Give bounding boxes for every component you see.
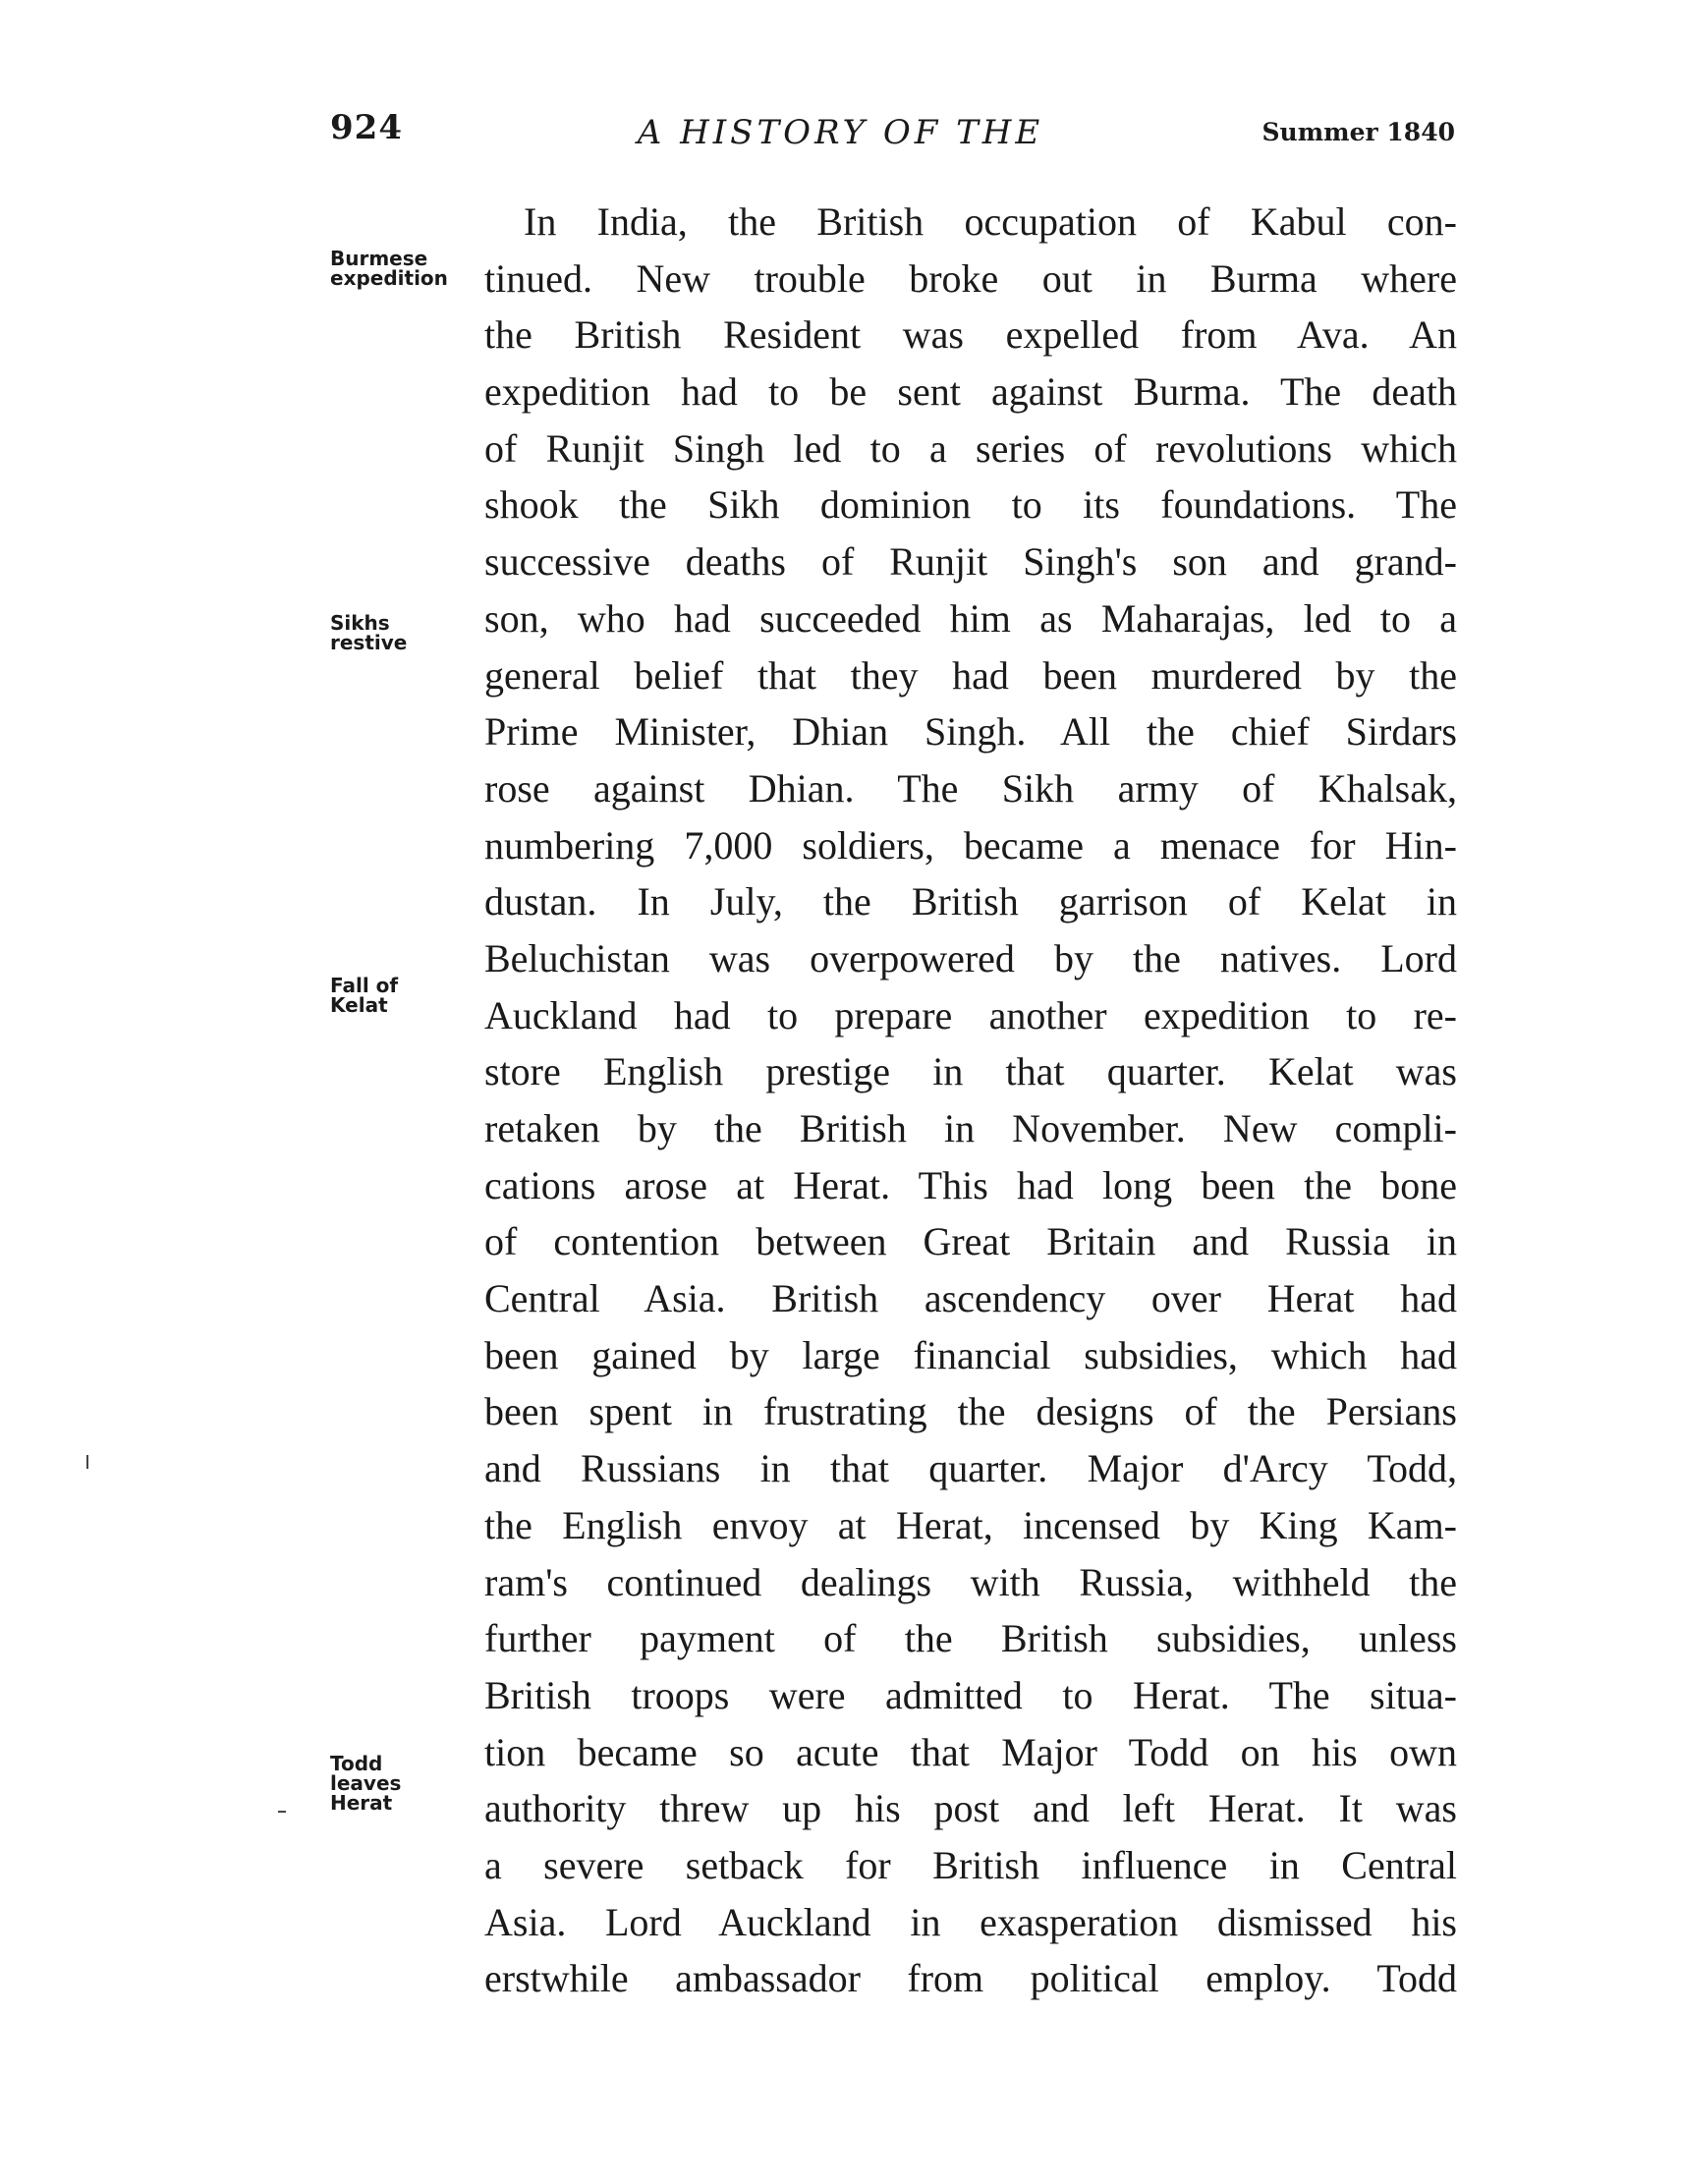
side-note-todd-leaves-herat	[330, 1754, 401, 1813]
side-note-burmese-expedition	[330, 249, 448, 288]
text-line: Beluchistan was overpowered by the natives. Lord	[484, 935, 1457, 980]
text-line: In India, the British occupation of Kabul con-	[524, 199, 1457, 244]
text-line: further payment of the British subsidies, unless	[484, 1616, 1457, 1661]
scan-mark	[278, 1811, 286, 1813]
text-line: rose against Dhian. The Sikh army of Khalsak,	[484, 765, 1457, 811]
text-line: the English envoy at Herat, incensed by King Kam-	[484, 1502, 1457, 1547]
text-line: and Russians in that quarter. Major d'Arcy Todd,	[484, 1446, 1457, 1491]
text-line: Central Asia. British ascendency over Herat had	[484, 1276, 1457, 1321]
body-text	[484, 194, 1457, 2007]
text-line: erstwhile ambassador from political employ. Todd	[484, 1956, 1457, 2001]
text-line: a severe setback for British influence in Central	[484, 1842, 1457, 1887]
page-number: 924	[330, 108, 403, 147]
page-header	[0, 108, 1681, 157]
text-line: successive deaths of Runjit Singh's son and grand-	[484, 539, 1457, 585]
text-line: tinued. New trouble broke out in Burma where	[484, 255, 1457, 301]
text-line: tion became so acute that Major Todd on his own	[484, 1729, 1457, 1774]
text-line: dustan. In July, the British garrison of Kelat in	[484, 879, 1457, 924]
side-note-fall-of-kelat	[330, 976, 398, 1015]
side-note-line: Todd	[330, 1752, 383, 1775]
text-line: son, who had succeeded him as Maharajas, led to a	[484, 595, 1457, 641]
date-line: Summer 1840	[1261, 118, 1455, 146]
running-title: A HISTORY OF THE	[637, 113, 1044, 152]
text-line: general belief that they had been murdered by the	[484, 652, 1457, 698]
side-note-line: Burmese	[330, 247, 428, 270]
text-line: store English prestige in that quarter. Kelat was	[484, 1049, 1457, 1094]
side-note-line: leaves	[330, 1771, 402, 1795]
text-line: Prime Minister, Dhian Singh. All the chief Sirdars	[484, 709, 1457, 755]
text-line: been gained by large financial subsidies, which had	[484, 1332, 1457, 1377]
text-line: ram's continued dealings with Russia, withheld the	[484, 1559, 1457, 1604]
text-line: Auckland had to prepare another expedition to re-	[484, 992, 1457, 1037]
side-note-line: Herat	[330, 1791, 393, 1815]
side-note-line: Fall of	[330, 974, 399, 997]
side-note-line: expedition	[330, 266, 448, 290]
text-line: Asia. Lord Auckland in exasperation dismissed his	[484, 1899, 1457, 1944]
text-line: retaken by the British in November. New compli-	[484, 1106, 1457, 1150]
side-note-sikhs-restive	[330, 613, 407, 652]
text-line: numbering 7,000 soldiers, became a menace for Hin-	[484, 822, 1457, 868]
text-line: been spent in frustrating the designs of the Persians	[484, 1389, 1457, 1434]
text-line: shook the Sikh dominion to its foundations. The	[484, 482, 1457, 528]
text-line: authority threw up his post and left Herat. It was	[484, 1786, 1457, 1831]
text-line: of Runjit Singh led to a series of revolutions which	[484, 425, 1457, 471]
text-line: British troops were admitted to Herat. The situa-	[484, 1672, 1457, 1717]
side-note-line: Kelat	[330, 993, 388, 1017]
text-line: expedition had to be sent against Burma. The death	[484, 369, 1457, 415]
text-line: the British Resident was expelled from Ava. An	[484, 312, 1457, 358]
text-line: of contention between Great Britain and Russia in	[484, 1219, 1457, 1264]
side-note-line: restive	[330, 631, 408, 654]
side-note-line: Sikhs	[330, 611, 390, 635]
scan-mark	[86, 1455, 88, 1469]
text-line: cations arose at Herat. This had long been the bone	[484, 1162, 1457, 1207]
